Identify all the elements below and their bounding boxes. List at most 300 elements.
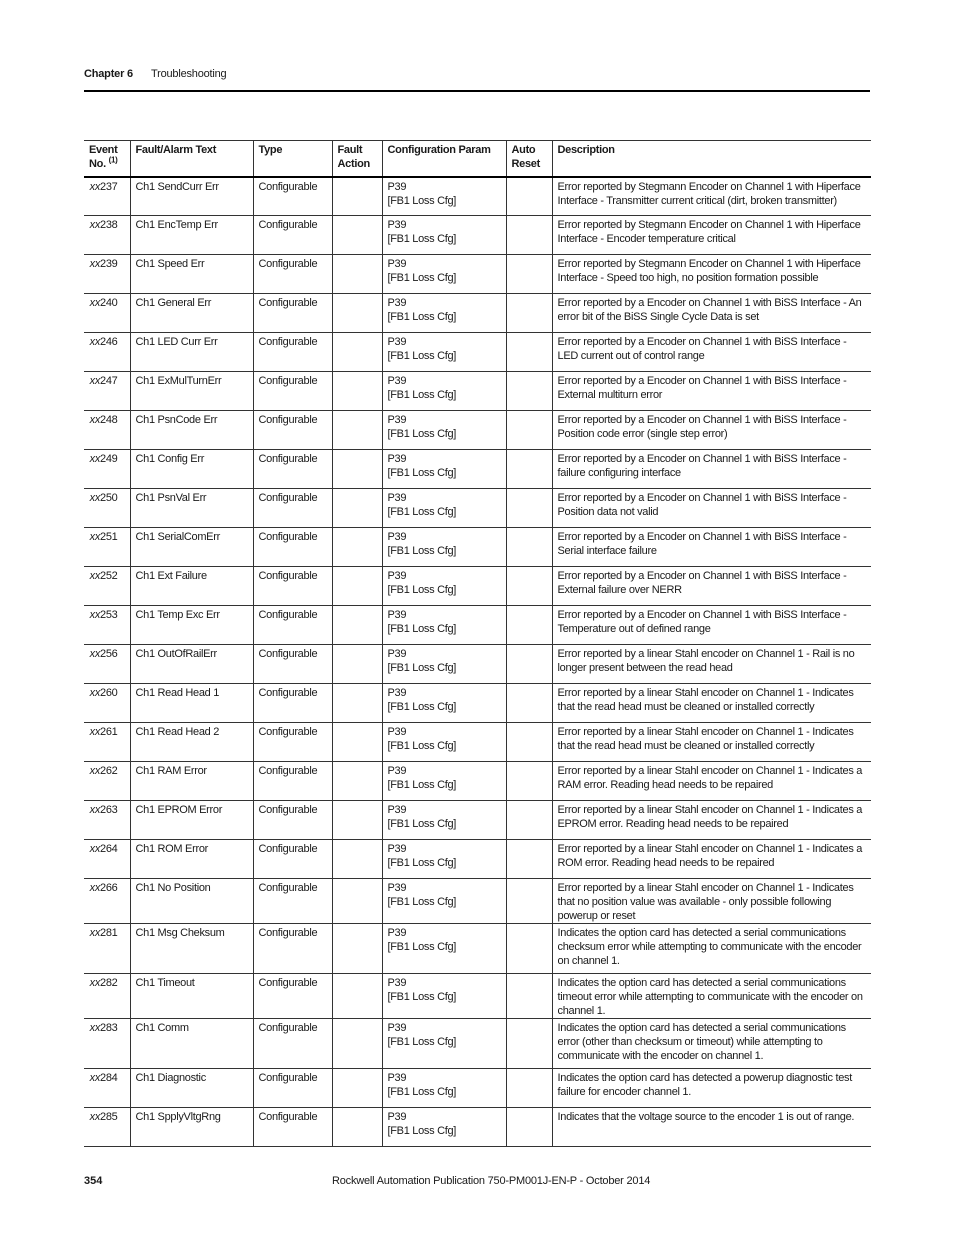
description: Error reported by a Encoder on Channel 1 with BiSS Interface - An error bit of the BiSS Single Cycle Data is set [552, 294, 871, 333]
page-number: 354 [84, 1175, 103, 1187]
auto-reset [506, 879, 552, 924]
table-row [84, 840, 871, 879]
event-number [84, 216, 130, 255]
fault-action [332, 567, 382, 606]
param-number: P39 [387, 1111, 407, 1123]
event-code: 261 [100, 726, 118, 738]
event-prefix: xx [89, 258, 101, 270]
table-row [84, 801, 871, 840]
configuration-param [382, 762, 506, 801]
event-prefix: xx [89, 531, 101, 543]
description: Error reported by a Encoder on Channel 1 with BiSS Interface - External multiturn error [552, 372, 871, 411]
table-row [84, 567, 871, 606]
param-number: P39 [387, 453, 407, 465]
event-number [84, 840, 130, 879]
fault-action [332, 974, 382, 1019]
fault-action [332, 489, 382, 528]
configuration-param [382, 684, 506, 723]
param-number: P39 [387, 1022, 407, 1034]
auto-reset [506, 177, 552, 216]
param-name: [FB1 Loss Cfg] [387, 941, 457, 953]
param-number: P39 [387, 492, 407, 504]
configuration-param [382, 294, 506, 333]
configuration-param [382, 216, 506, 255]
event-number [84, 762, 130, 801]
event-code: 285 [100, 1111, 118, 1123]
param-number: P39 [387, 375, 407, 387]
fault-type: Configurable [253, 924, 332, 974]
fault-alarm-text: Ch1 ROM Error [130, 840, 253, 879]
event-number [84, 723, 130, 762]
description: Error reported by Stegmann Encoder on Channel 1 with Hiperface Interface - Encoder temperature critical [552, 216, 871, 255]
event-prefix: xx [89, 219, 101, 231]
fault-alarm-text: Ch1 RAM Error [130, 762, 253, 801]
table-row [84, 762, 871, 801]
table-row [84, 255, 871, 294]
event-prefix: xx [89, 804, 101, 816]
event-code: 240 [100, 297, 118, 309]
fault-action [332, 177, 382, 216]
param-number: P39 [387, 977, 407, 989]
param-number: P39 [387, 297, 407, 309]
param-number: P39 [387, 609, 407, 621]
event-code: 249 [100, 453, 118, 465]
event-code: 247 [100, 375, 118, 387]
param-name: [FB1 Loss Cfg] [387, 1086, 457, 1098]
auto-reset [506, 684, 552, 723]
param-name: [FB1 Loss Cfg] [387, 662, 457, 674]
table-row [84, 645, 871, 684]
fault-type: Configurable [253, 1069, 332, 1108]
event-prefix: xx [89, 570, 101, 582]
fault-alarm-text: Ch1 Read Head 1 [130, 684, 253, 723]
description: Indicates the option card has detected a serial communications checksum error while attempting to communicate with the encoder on channel 1. [552, 924, 871, 974]
description: Error reported by Stegmann Encoder on Channel 1 with Hiperface Interface - Transmitter current critical (dirt, broken transmitter) [552, 177, 871, 216]
auto-reset [506, 1108, 552, 1147]
event-number [84, 294, 130, 333]
param-name: [FB1 Loss Cfg] [387, 467, 457, 479]
fault-action [332, 333, 382, 372]
param-number: P39 [387, 765, 407, 777]
table-row [84, 489, 871, 528]
description: Indicates the option card has detected a serial communications timeout error while attempting to communicate with the encoder on channel 1. [552, 974, 871, 1019]
header-auto-reset: Auto Reset [506, 141, 552, 177]
fault-action [332, 924, 382, 974]
event-prefix: xx [89, 726, 101, 738]
event-number [84, 450, 130, 489]
table-row [84, 879, 871, 924]
configuration-param [382, 372, 506, 411]
event-prefix: xx [89, 648, 101, 660]
event-number [84, 372, 130, 411]
configuration-param [382, 1069, 506, 1108]
fault-alarm-text: Ch1 Temp Exc Err [130, 606, 253, 645]
fault-action [332, 528, 382, 567]
param-number: P39 [387, 414, 407, 426]
event-code: 282 [100, 977, 118, 989]
fault-action [332, 723, 382, 762]
fault-action [332, 216, 382, 255]
fault-type: Configurable [253, 974, 332, 1019]
description: Indicates the option card has detected a powerup diagnostic test failure for encoder channel 1. [552, 1069, 871, 1108]
description: Error reported by a Encoder on Channel 1 with BiSS Interface - Position code error (single step error) [552, 411, 871, 450]
fault-alarm-text: Ch1 Comm [130, 1019, 253, 1069]
header-event-no: Event No. $^{(1)}$ [84, 141, 130, 177]
fault-type: Configurable [253, 567, 332, 606]
table-row [84, 723, 871, 762]
event-code: 237 [100, 180, 118, 193]
fault-action [332, 645, 382, 684]
description: Error reported by a Encoder on Channel 1 with BiSS Interface - External failure over NERR [552, 567, 871, 606]
event-number [84, 684, 130, 723]
auto-reset [506, 762, 552, 801]
event-prefix: xx [89, 927, 101, 939]
event-prefix: xx [89, 1072, 101, 1084]
event-prefix: xx [89, 336, 101, 348]
header-configuration-param: Configuration Param [382, 141, 506, 177]
fault-type: Configurable [253, 723, 332, 762]
table-row [84, 177, 871, 216]
fault-action [332, 840, 382, 879]
event-code: 284 [100, 1072, 118, 1084]
footnote-marker: (1) [108, 155, 118, 165]
event-code: 239 [100, 258, 118, 270]
event-prefix: xx [89, 687, 101, 699]
table-row [84, 411, 871, 450]
event-code: 248 [100, 414, 118, 426]
fault-action [332, 801, 382, 840]
param-number: P39 [387, 531, 407, 543]
event-code: 251 [100, 531, 118, 543]
description: Indicates the option card has detected a serial communications error (other than checksum or timeout) while attempting to communicate with the encoder on channel 1. [552, 1019, 871, 1069]
description: Error reported by a linear Stahl encoder on Channel 1 - Indicates a EPROM error. Reading head needs to be repaired [552, 801, 871, 840]
fault-alarm-text: Ch1 General Err [130, 294, 253, 333]
param-number: P39 [387, 336, 407, 348]
table-row [84, 924, 871, 974]
table-row [84, 528, 871, 567]
fault-alarm-text: Ch1 PsnCode Err [130, 411, 253, 450]
auto-reset [506, 567, 552, 606]
table-row [84, 333, 871, 372]
param-name: [FB1 Loss Cfg] [387, 896, 457, 908]
param-number: P39 [387, 648, 407, 660]
table-row [84, 606, 871, 645]
configuration-param [382, 177, 506, 216]
header-fault-alarm-text: Fault/Alarm Text [130, 141, 253, 177]
event-code: 256 [100, 648, 118, 660]
fault-type: Configurable [253, 450, 332, 489]
fault-action [332, 1108, 382, 1147]
table-body [84, 177, 871, 1147]
auto-reset [506, 924, 552, 974]
event-prefix: xx [89, 492, 101, 504]
fault-action [332, 255, 382, 294]
table-row [84, 450, 871, 489]
auto-reset [506, 489, 552, 528]
event-number [84, 1108, 130, 1147]
event-prefix: xx [89, 882, 101, 894]
fault-type: Configurable [253, 294, 332, 333]
fault-type: Configurable [253, 333, 332, 372]
auto-reset [506, 840, 552, 879]
param-name: [FB1 Loss Cfg] [387, 857, 457, 869]
description: Error reported by Stegmann Encoder on Channel 1 with Hiperface Interface - Speed too high, no position formation possible [552, 255, 871, 294]
configuration-param [382, 450, 506, 489]
event-number [84, 974, 130, 1019]
fault-action [332, 294, 382, 333]
param-number: P39 [387, 726, 407, 738]
configuration-param [382, 489, 506, 528]
chapter-label: Chapter 6 [84, 68, 133, 80]
fault-alarm-text: Ch1 LED Curr Err [130, 333, 253, 372]
param-number: P39 [387, 687, 407, 699]
param-name: [FB1 Loss Cfg] [387, 1125, 457, 1137]
param-number: P39 [387, 804, 407, 816]
fault-type: Configurable [253, 1019, 332, 1069]
param-name: [FB1 Loss Cfg] [387, 701, 457, 713]
configuration-param [382, 879, 506, 924]
fault-action [332, 411, 382, 450]
header-type: Type [253, 141, 332, 177]
configuration-param [382, 840, 506, 879]
param-number: P39 [387, 258, 407, 270]
fault-alarm-text: Ch1 Read Head 2 [130, 723, 253, 762]
fault-alarm-text: Ch1 No Position [130, 879, 253, 924]
event-number [84, 333, 130, 372]
event-number [84, 411, 130, 450]
description: Error reported by a Encoder on Channel 1 with BiSS Interface - LED current out of control range [552, 333, 871, 372]
param-number: P39 [387, 570, 407, 582]
configuration-param [382, 1108, 506, 1147]
fault-alarm-text: Ch1 SerialComErr [130, 528, 253, 567]
fault-type: Configurable [253, 489, 332, 528]
description: Error reported by a linear Stahl encoder on Channel 1 - Rail is no longer present between the read head [552, 645, 871, 684]
auto-reset [506, 801, 552, 840]
event-number [84, 1019, 130, 1069]
fault-alarm-text: Ch1 Diagnostic [130, 1069, 253, 1108]
param-number: P39 [387, 882, 407, 894]
auto-reset [506, 294, 552, 333]
configuration-param [382, 411, 506, 450]
event-code: 253 [100, 609, 118, 621]
page-header [84, 66, 870, 92]
param-name: [FB1 Loss Cfg] [387, 428, 457, 440]
auto-reset [506, 411, 552, 450]
fault-alarm-text: Ch1 SendCurr Err [130, 177, 253, 216]
fault-type: Configurable [253, 528, 332, 567]
param-name: [FB1 Loss Cfg] [387, 272, 457, 284]
param-name: [FB1 Loss Cfg] [387, 740, 457, 752]
event-code: 262 [100, 765, 118, 777]
fault-type: Configurable [253, 684, 332, 723]
param-name: [FB1 Loss Cfg] [387, 194, 457, 207]
auto-reset [506, 255, 552, 294]
header-fault-action: Fault Action [332, 141, 382, 177]
event-prefix: xx [89, 1111, 101, 1123]
fault-type: Configurable [253, 606, 332, 645]
fault-action [332, 1019, 382, 1069]
auto-reset [506, 216, 552, 255]
fault-type: Configurable [253, 255, 332, 294]
fault-type: Configurable [253, 1108, 332, 1147]
param-name: [FB1 Loss Cfg] [387, 389, 457, 401]
fault-action [332, 684, 382, 723]
event-prefix: xx [89, 297, 101, 309]
auto-reset [506, 333, 552, 372]
fault-alarm-text: Ch1 Speed Err [130, 255, 253, 294]
fault-alarm-text: Ch1 EncTemp Err [130, 216, 253, 255]
event-prefix: xx [89, 453, 101, 465]
configuration-param [382, 255, 506, 294]
fault-alarm-text: Ch1 SpplyVltgRng [130, 1108, 253, 1147]
fault-type: Configurable [253, 645, 332, 684]
fault-alarm-text: Ch1 PsnVal Err [130, 489, 253, 528]
param-name: [FB1 Loss Cfg] [387, 311, 457, 323]
event-code: 250 [100, 492, 118, 504]
event-code: 238 [100, 219, 118, 231]
param-name: [FB1 Loss Cfg] [387, 350, 457, 362]
fault-type: Configurable [253, 216, 332, 255]
fault-alarm-text: Ch1 Config Err [130, 450, 253, 489]
event-code: 266 [100, 882, 118, 894]
param-name: [FB1 Loss Cfg] [387, 1036, 457, 1048]
fault-alarm-text: Ch1 ExMulTurnErr [130, 372, 253, 411]
auto-reset [506, 606, 552, 645]
event-number [84, 1069, 130, 1108]
table-header-row [84, 141, 871, 177]
auto-reset [506, 645, 552, 684]
description: Error reported by a linear Stahl encoder on Channel 1 - Indicates a ROM error. Reading head needs to be repaired [552, 840, 871, 879]
configuration-param [382, 723, 506, 762]
section-title: Troubleshooting [151, 68, 227, 80]
event-number [84, 489, 130, 528]
event-code: 283 [100, 1022, 118, 1034]
event-code: 246 [100, 336, 118, 348]
fault-action [332, 372, 382, 411]
configuration-param [382, 567, 506, 606]
event-prefix: xx [89, 1022, 101, 1034]
event-prefix: xx [89, 180, 101, 193]
auto-reset [506, 450, 552, 489]
configuration-param [382, 333, 506, 372]
event-number [84, 801, 130, 840]
configuration-param [382, 1019, 506, 1069]
configuration-param [382, 801, 506, 840]
description: Error reported by a linear Stahl encoder on Channel 1 - Indicates that no position value was available - only possible following powerup or reset [552, 879, 871, 924]
fault-alarm-text: Ch1 OutOfRailErr [130, 645, 253, 684]
table-row [84, 1069, 871, 1108]
table-row [84, 684, 871, 723]
header-description: Description [552, 141, 871, 177]
param-number: P39 [387, 843, 407, 855]
configuration-param [382, 924, 506, 974]
param-number: P39 [387, 1072, 407, 1084]
event-number [84, 879, 130, 924]
fault-alarm-text: Ch1 Msg Cheksum [130, 924, 253, 974]
fault-alarm-text: Ch1 EPROM Error [130, 801, 253, 840]
fault-alarm-text: Ch1 Ext Failure [130, 567, 253, 606]
event-prefix: xx [89, 609, 101, 621]
event-number [84, 528, 130, 567]
description: Error reported by a Encoder on Channel 1 with BiSS Interface - Temperature out of defined range [552, 606, 871, 645]
fault-type: Configurable [253, 840, 332, 879]
publication-info: Rockwell Automation Publication 750-PM001J-EN-P - October 2014 [332, 1175, 651, 1187]
table-row [84, 294, 871, 333]
event-prefix: xx [89, 765, 101, 777]
table-row [84, 1019, 871, 1069]
description: Error reported by a linear Stahl encoder on Channel 1 - Indicates that the read head must be cleaned or installed correctly [552, 723, 871, 762]
event-prefix: xx [89, 414, 101, 426]
auto-reset [506, 1019, 552, 1069]
event-prefix: xx [89, 375, 101, 387]
param-number: P39 [387, 219, 407, 231]
fault-type: Configurable [253, 177, 332, 216]
fault-type: Configurable [253, 879, 332, 924]
auto-reset [506, 1069, 552, 1108]
table-row [84, 216, 871, 255]
table-row [84, 372, 871, 411]
description: Error reported by a linear Stahl encoder on Channel 1 - Indicates a RAM error. Reading head needs to be repaired [552, 762, 871, 801]
event-code: 260 [100, 687, 118, 699]
fault-type: Configurable [253, 372, 332, 411]
event-number [84, 645, 130, 684]
description: Error reported by a Encoder on Channel 1 with BiSS Interface - Position data not valid [552, 489, 871, 528]
description: Error reported by a linear Stahl encoder on Channel 1 - Indicates that the read head must be cleaned or installed correctly [552, 684, 871, 723]
table-row [84, 1108, 871, 1147]
description: Error reported by a Encoder on Channel 1 with BiSS Interface - Serial interface failure [552, 528, 871, 567]
auto-reset [506, 723, 552, 762]
fault-action [332, 606, 382, 645]
auto-reset [506, 372, 552, 411]
fault-action [332, 450, 382, 489]
event-number [84, 606, 130, 645]
description: Error reported by a Encoder on Channel 1 with BiSS Interface - failure configuring interface [552, 450, 871, 489]
description: Indicates that the voltage source to the encoder 1 is out of range. [552, 1108, 871, 1147]
fault-type: Configurable [253, 801, 332, 840]
param-number: P39 [387, 927, 407, 939]
param-name: [FB1 Loss Cfg] [387, 584, 457, 596]
event-prefix: xx [89, 977, 101, 989]
param-name: [FB1 Loss Cfg] [387, 545, 457, 557]
auto-reset [506, 974, 552, 1019]
param-name: [FB1 Loss Cfg] [387, 779, 457, 791]
fault-type: Configurable [253, 411, 332, 450]
event-code: 281 [100, 927, 118, 939]
event-number [84, 255, 130, 294]
param-number: P39 [387, 180, 407, 193]
param-name: [FB1 Loss Cfg] [387, 233, 457, 245]
fault-alarm-table [84, 140, 871, 1147]
event-number [84, 567, 130, 606]
configuration-param [382, 606, 506, 645]
event-number [84, 924, 130, 974]
param-name: [FB1 Loss Cfg] [387, 818, 457, 830]
event-code: 252 [100, 570, 118, 582]
fault-action [332, 1069, 382, 1108]
param-name: [FB1 Loss Cfg] [387, 991, 457, 1003]
configuration-param [382, 645, 506, 684]
table-row [84, 974, 871, 1019]
configuration-param [382, 974, 506, 1019]
param-name: [FB1 Loss Cfg] [387, 506, 457, 518]
fault-type: Configurable [253, 762, 332, 801]
event-code: 263 [100, 804, 118, 816]
event-prefix: xx [89, 843, 101, 855]
fault-alarm-text: Ch1 Timeout [130, 974, 253, 1019]
fault-action [332, 762, 382, 801]
event-code: 264 [100, 843, 118, 855]
auto-reset [506, 528, 552, 567]
